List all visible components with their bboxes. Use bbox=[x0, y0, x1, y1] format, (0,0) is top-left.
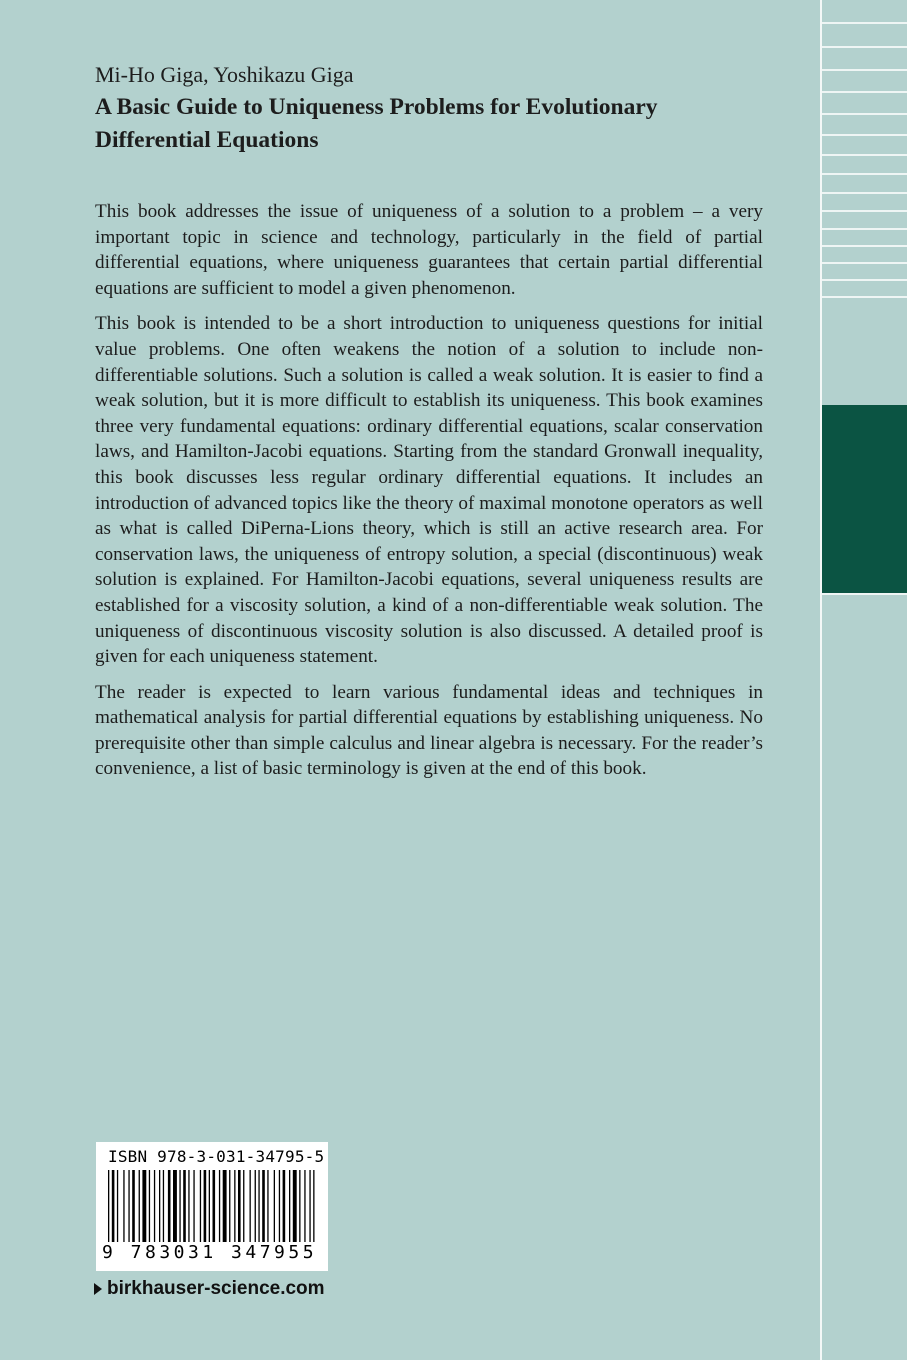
isbn-barcode bbox=[96, 1142, 328, 1271]
description-paragraph: The reader is expected to learn various fundamental ideas and techniques in mathematical analysis for partial differential equations by establishing uniqueness. No prerequisite other than simple calculus and linear algebra is necessary. For the reader’s convenience, a list of basic terminology is given at the end of this book. bbox=[95, 681, 763, 780]
book-description bbox=[95, 199, 763, 792]
barcode-bar bbox=[154, 1170, 155, 1242]
barcode-bar bbox=[238, 1170, 241, 1242]
barcode-bar bbox=[163, 1170, 164, 1242]
barcode-bar bbox=[128, 1170, 129, 1242]
author-names: Mi-Ho Giga, Yoshikazu Giga bbox=[95, 62, 354, 87]
barcode-bar bbox=[279, 1170, 280, 1242]
stripe-line bbox=[822, 134, 907, 136]
barcode-bars bbox=[108, 1170, 316, 1242]
barcode-bar bbox=[229, 1170, 230, 1242]
barcode-bar bbox=[250, 1170, 251, 1242]
stripe-line bbox=[822, 22, 907, 24]
barcode-bar bbox=[168, 1170, 171, 1242]
stripe-line bbox=[822, 296, 907, 298]
barcode-bar bbox=[313, 1170, 314, 1242]
publisher-website[interactable] bbox=[94, 1278, 325, 1300]
description-paragraph: This book is intended to be a short introduction to uniqueness questions for initial value problems. One often weakens the notion of a solution to include non-differentiable solutions. Such a solution is called a weak solution. It is easier to find a weak solution, but it is more difficult to establish its uniqueness. This book examines three very fundamental equations: ordinary differential equations, scalar conservation laws, and Hamilton-Jacobi equations. Starting from the standard Gronwall inequality, this book discusses less regular ordinary differential equations. It includes an introduction of advanced topics like the theory of maximal monotone operators as well as what is called DiPerna-Lions theory, which is still an active research area. For conservation laws, the uniqueness of entropy solution, a special (discontinuous) weak solution is explained. For Hamilton-Jacobi equations, several uniqueness results are established for a viscosity solution, a kind of a non-differentiable weak solution. The uniqueness of discontinuous viscosity solution is also discussed. A detailed proof is given for each uniqueness statement. bbox=[95, 313, 763, 668]
barcode-bar bbox=[289, 1170, 290, 1242]
barcode-bar bbox=[223, 1170, 227, 1242]
stripe-line bbox=[822, 154, 907, 156]
barcode-bar bbox=[209, 1170, 210, 1242]
barcode-bar bbox=[304, 1170, 305, 1242]
barcode-bar bbox=[262, 1170, 265, 1242]
barcode-bar bbox=[183, 1170, 186, 1242]
barcode-bar bbox=[193, 1170, 194, 1242]
arrow-right-icon bbox=[94, 1283, 102, 1295]
book-title-line1: A Basic Guide to Uniqueness Problems for Evolutionary bbox=[95, 94, 658, 120]
barcode-bar bbox=[139, 1170, 140, 1242]
stripe-line bbox=[822, 262, 907, 264]
stripe-line bbox=[822, 192, 907, 194]
stripe-line bbox=[822, 210, 907, 212]
barcode-bar bbox=[274, 1170, 275, 1242]
stripe-line bbox=[822, 173, 907, 175]
stripe-line bbox=[822, 245, 907, 247]
book-title-line2: Differential Equations bbox=[95, 127, 319, 153]
barcode-bar bbox=[243, 1170, 244, 1242]
isbn-label: ISBN 978-3-031-34795-5 bbox=[108, 1147, 325, 1166]
barcode-bar bbox=[108, 1170, 109, 1242]
barcode-bar bbox=[267, 1170, 268, 1242]
stripe-line bbox=[822, 91, 907, 93]
barcode-bar bbox=[293, 1170, 297, 1242]
barcode-bar bbox=[188, 1170, 189, 1242]
accent-green-block bbox=[822, 405, 907, 595]
barcode-bar bbox=[204, 1170, 207, 1242]
website-link[interactable]: birkhauser-science.com bbox=[107, 1278, 325, 1299]
barcode-bar bbox=[309, 1170, 310, 1242]
description-paragraph: This book addresses the issue of uniqueness of a solution to a problem – a very important topic in science and technology, particularly in the field of partial differential equations, where uniqueness guarantees that certain partial differential equations are sufficient to model a given phenomenon. bbox=[95, 201, 763, 299]
barcode-bar bbox=[213, 1170, 216, 1242]
barcode-bar bbox=[149, 1170, 150, 1242]
barcode-bar bbox=[258, 1170, 259, 1242]
stripe-line bbox=[822, 113, 907, 115]
barcode-bar bbox=[219, 1170, 220, 1242]
barcode-bar bbox=[200, 1170, 201, 1242]
book-title bbox=[95, 91, 795, 157]
side-stripe-panel bbox=[820, 0, 907, 1360]
barcode-bar bbox=[132, 1170, 135, 1242]
barcode-bar bbox=[173, 1170, 177, 1242]
barcode-digits: 9 783031 347955 bbox=[102, 1242, 318, 1263]
barcode-bar bbox=[117, 1170, 118, 1242]
stripe-line bbox=[822, 69, 907, 71]
stripe-line bbox=[822, 279, 907, 281]
barcode-bar bbox=[112, 1170, 115, 1242]
barcode-bar bbox=[234, 1170, 235, 1242]
barcode-bar bbox=[255, 1170, 256, 1242]
barcode-bar bbox=[142, 1170, 146, 1242]
barcode-bar bbox=[283, 1170, 286, 1242]
barcode-bar bbox=[299, 1170, 300, 1242]
barcode-bar bbox=[123, 1170, 124, 1242]
barcode-bar bbox=[179, 1170, 180, 1242]
stripe-line bbox=[822, 228, 907, 230]
stripe-line bbox=[822, 46, 907, 48]
barcode-bar bbox=[159, 1170, 160, 1242]
